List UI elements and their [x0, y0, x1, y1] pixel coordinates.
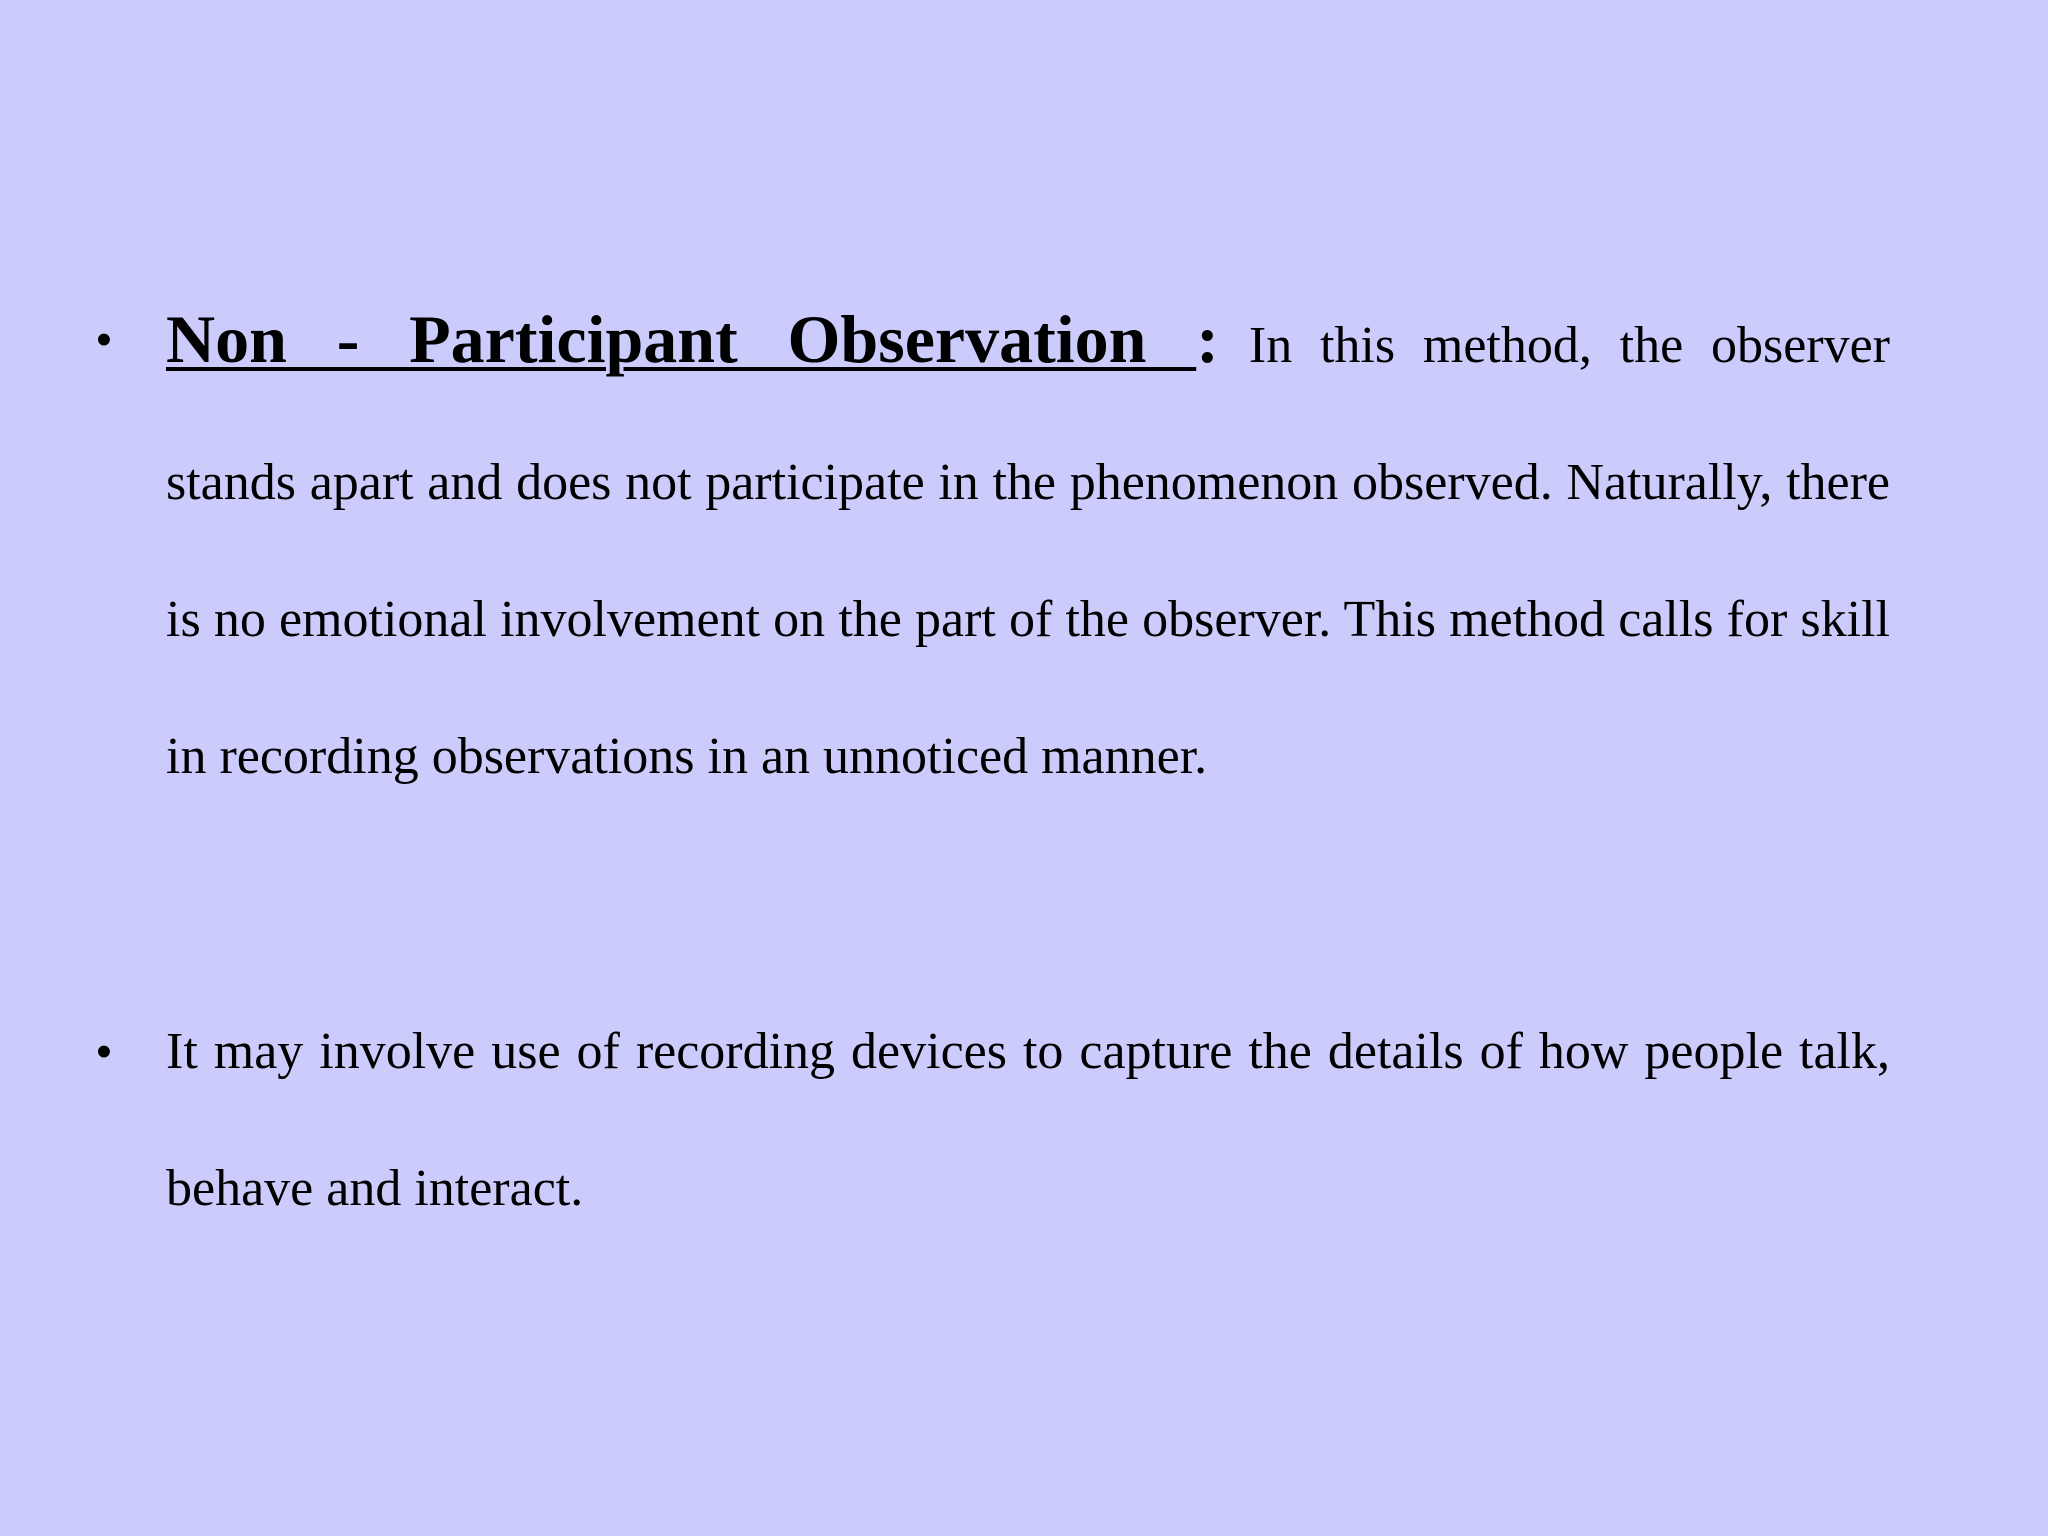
bullet-item-non-participant-observation — [96, 271, 1890, 825]
term-separator: : — [1196, 301, 1219, 377]
bullet-text: It may involve use of recording devices to capture the details of how people talk, behave and interact. — [166, 1023, 1890, 1217]
bullet-item-recording-devices — [96, 983, 1890, 1257]
bullet-marker: • — [96, 315, 112, 364]
bullet-marker: • — [96, 1027, 112, 1076]
bullet-text — [166, 271, 1890, 825]
term-heading: Non - Participant Observation — [166, 301, 1197, 377]
definition-text: In this method, the observer stands apart and does not participate in the phenomenon observed. Naturally, there is no emotional involvement on the part of the observer. This method calls for skill in recording observations in an unnoticed manner. — [166, 317, 1890, 785]
